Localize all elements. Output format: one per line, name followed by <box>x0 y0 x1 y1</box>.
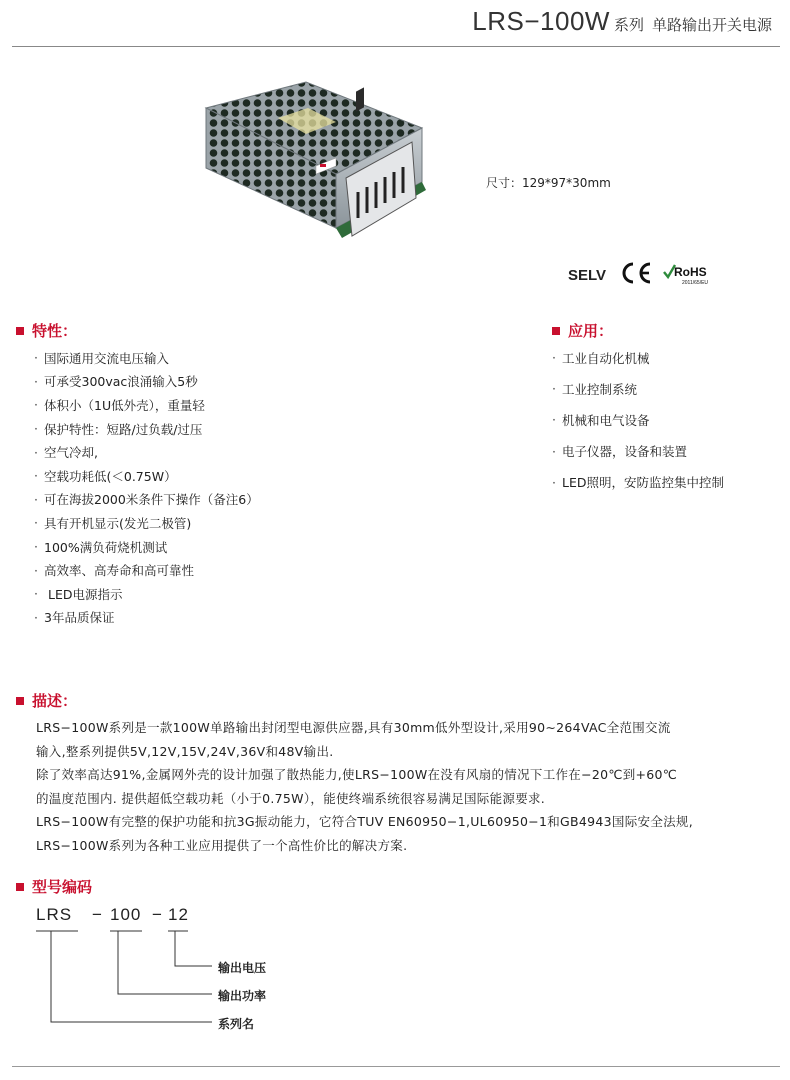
list-item: · 保护特性：短路/过负载/过压 <box>34 421 203 437</box>
header-title <box>472 6 772 37</box>
description-line: LRS−100W有完整的保护功能和抗3G振动能力，它符合TUV EN60950−1,UL60950−1和GB4943国际安全法规, <box>36 814 693 830</box>
selv-mark: SELV <box>568 266 607 284</box>
list-item: · 可在海拔2000米条件下操作（备注6） <box>34 491 259 508</box>
applications-list <box>552 342 724 498</box>
applications-heading <box>552 320 613 341</box>
features-list <box>34 346 259 629</box>
list-item: · 100%满负荷烧机测试 <box>34 539 168 555</box>
description-body <box>36 716 788 858</box>
code-series-part: LRS <box>36 905 73 924</box>
rohs-sub-text: 2011/65/EU <box>682 280 709 286</box>
description-heading <box>16 690 77 711</box>
description-line: 的温度范围内. 提供超低空载功耗（小于0.75W），能使终端系统很容易满足国际能源要求. <box>36 790 546 806</box>
code-power-label: 输出功率 <box>218 989 267 1003</box>
list-item: · 体积小（1U低外壳），重量轻 <box>34 397 205 413</box>
code-voltage-label: 输出电压 <box>218 961 267 975</box>
model-code-diagram <box>30 905 330 1035</box>
list-item: · LED照明，安防监控集中控制 <box>552 474 724 491</box>
features-heading <box>16 320 77 341</box>
certification-marks <box>568 260 718 290</box>
header-subtitle: 单路输出开关电源 <box>651 16 772 34</box>
ce-mark-icon <box>620 261 654 289</box>
heading-square-icon <box>16 697 24 705</box>
series-word: 系列 <box>613 16 644 34</box>
heading-square-icon <box>552 327 560 335</box>
product-image <box>186 78 438 254</box>
list-item: · 可承受300vac浪涌输入5秒 <box>34 373 198 390</box>
header-divider <box>12 46 780 47</box>
description-line: LRS−100W系列为各种工业应用提供了一个高性价比的解决方案. <box>36 837 408 853</box>
list-item: · 工业自动化机械 <box>552 350 650 366</box>
applications-title: 应用： <box>568 322 614 340</box>
list-item: · 3年品质保证 <box>34 609 115 626</box>
heading-square-icon <box>16 327 24 335</box>
features-title: 特性： <box>32 322 78 340</box>
list-item: · 空气冷却, <box>34 444 98 461</box>
dimension-text: 尺寸：129*97*30mm <box>486 176 611 190</box>
list-item: · 具有开机显示(发光二极管) <box>34 515 192 531</box>
description-title: 描述： <box>32 692 78 710</box>
list-item: · LED电源指示 <box>34 586 123 602</box>
model-code-heading <box>16 876 92 897</box>
model-name: LRS−100W <box>472 6 610 36</box>
footer-divider <box>12 1066 780 1067</box>
list-item: · 空载功耗低(＜0.75W） <box>34 468 177 484</box>
list-item: · 高效率、高寿命和高可靠性 <box>34 562 195 579</box>
code-power-part: 100 <box>110 905 142 924</box>
list-item: · 国际通用交流电压输入 <box>34 350 170 366</box>
page-header <box>0 0 790 50</box>
description-line: 输入,整系列提供5V,12V,15V,24V,36V和48V输出. <box>36 743 334 759</box>
code-dash: − <box>152 905 163 924</box>
code-voltage-part: 12 <box>168 905 189 924</box>
rohs-text: RoHS <box>674 265 707 279</box>
list-item: · 机械和电气设备 <box>552 412 650 428</box>
description-line: 除了效率高达91%,金属网外壳的设计加强了散热能力,使LRS−100W在没有风扇的情况下工作在−20℃到+60℃ <box>36 767 678 783</box>
code-dash: − <box>92 905 103 924</box>
model-code-title: 型号编码 <box>32 878 93 896</box>
code-series-label: 系列名 <box>218 1017 255 1031</box>
heading-square-icon <box>16 883 24 891</box>
code-connector-lines <box>30 905 330 1035</box>
list-item: · 电子仪器，设备和装置 <box>552 443 688 460</box>
rohs-mark-icon <box>662 260 718 290</box>
list-item: · 工业控制系统 <box>552 381 638 397</box>
description-line: LRS−100W系列是一款100W单路输出封闭型电源供应器,具有30mm低外型设计,采用90∼264VAC全范围交流 <box>36 720 671 735</box>
